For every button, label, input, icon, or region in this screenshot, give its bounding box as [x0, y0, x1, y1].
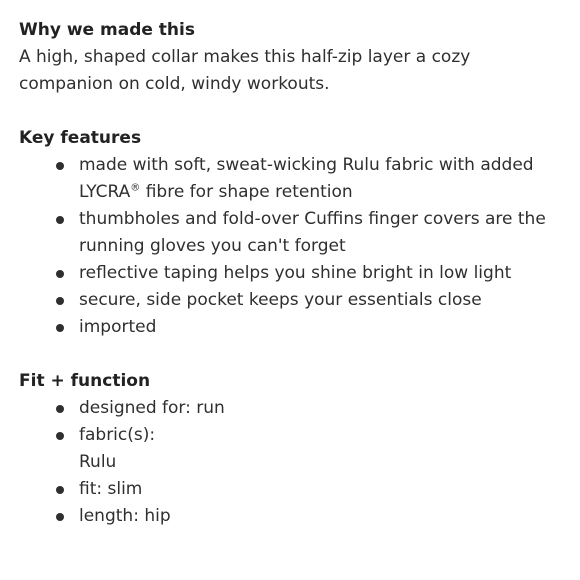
list-item-text: imported	[79, 317, 157, 337]
bullet-icon	[56, 405, 64, 413]
list-item-text: reflective taping helps you shine bright in low light	[79, 263, 512, 283]
list-item-text: Rulu	[79, 452, 117, 472]
list-item	[19, 503, 562, 530]
bullet-icon	[56, 432, 64, 440]
list-item	[19, 152, 562, 206]
list-item-text	[79, 179, 562, 206]
section-spacer	[19, 98, 562, 125]
list-item-text: running gloves you can't forget	[79, 236, 346, 256]
bullet-icon	[56, 324, 64, 332]
list-item	[19, 314, 562, 341]
list-item-text: designed for: run	[79, 398, 225, 418]
list-item-text-rest: fibre for shape retention	[140, 182, 353, 202]
bullet-icon	[56, 513, 64, 521]
list-item-text: secure, side pocket keeps your essentials close	[79, 290, 482, 310]
bullet-icon	[56, 297, 64, 305]
bullet-icon	[56, 216, 64, 224]
registered-mark: ®	[130, 182, 141, 194]
why-we-made-this-description	[19, 44, 562, 98]
fit-function-list	[19, 395, 562, 530]
list-item	[19, 395, 562, 422]
fit-function-heading: Fit + function	[19, 371, 151, 391]
key-features-heading: Key features	[19, 128, 142, 148]
section-spacer	[19, 341, 562, 368]
bullet-icon	[56, 270, 64, 278]
key-features-list	[19, 152, 562, 341]
lycra-brand: LYCRA	[79, 182, 131, 202]
list-item	[19, 422, 562, 476]
bullet-icon	[56, 162, 64, 170]
description-line: A high, shaped collar makes this half-zip layer a cozy	[19, 47, 471, 67]
list-item	[19, 476, 562, 503]
list-item-text: fit: slim	[79, 479, 143, 499]
list-item	[19, 287, 562, 314]
list-item-text: fabric(s):	[79, 425, 156, 445]
list-item-text: thumbholes and fold-over Cuffins finger covers are the	[79, 209, 546, 229]
list-item	[19, 206, 562, 260]
list-item	[19, 260, 562, 287]
list-item-text: length: hip	[79, 506, 171, 526]
bullet-icon	[56, 486, 64, 494]
why-we-made-this-heading: Why we made this	[19, 20, 195, 40]
list-item-text: made with soft, sweat-wicking Rulu fabric with added	[79, 155, 534, 175]
description-line: companion on cold, windy workouts.	[19, 74, 330, 94]
